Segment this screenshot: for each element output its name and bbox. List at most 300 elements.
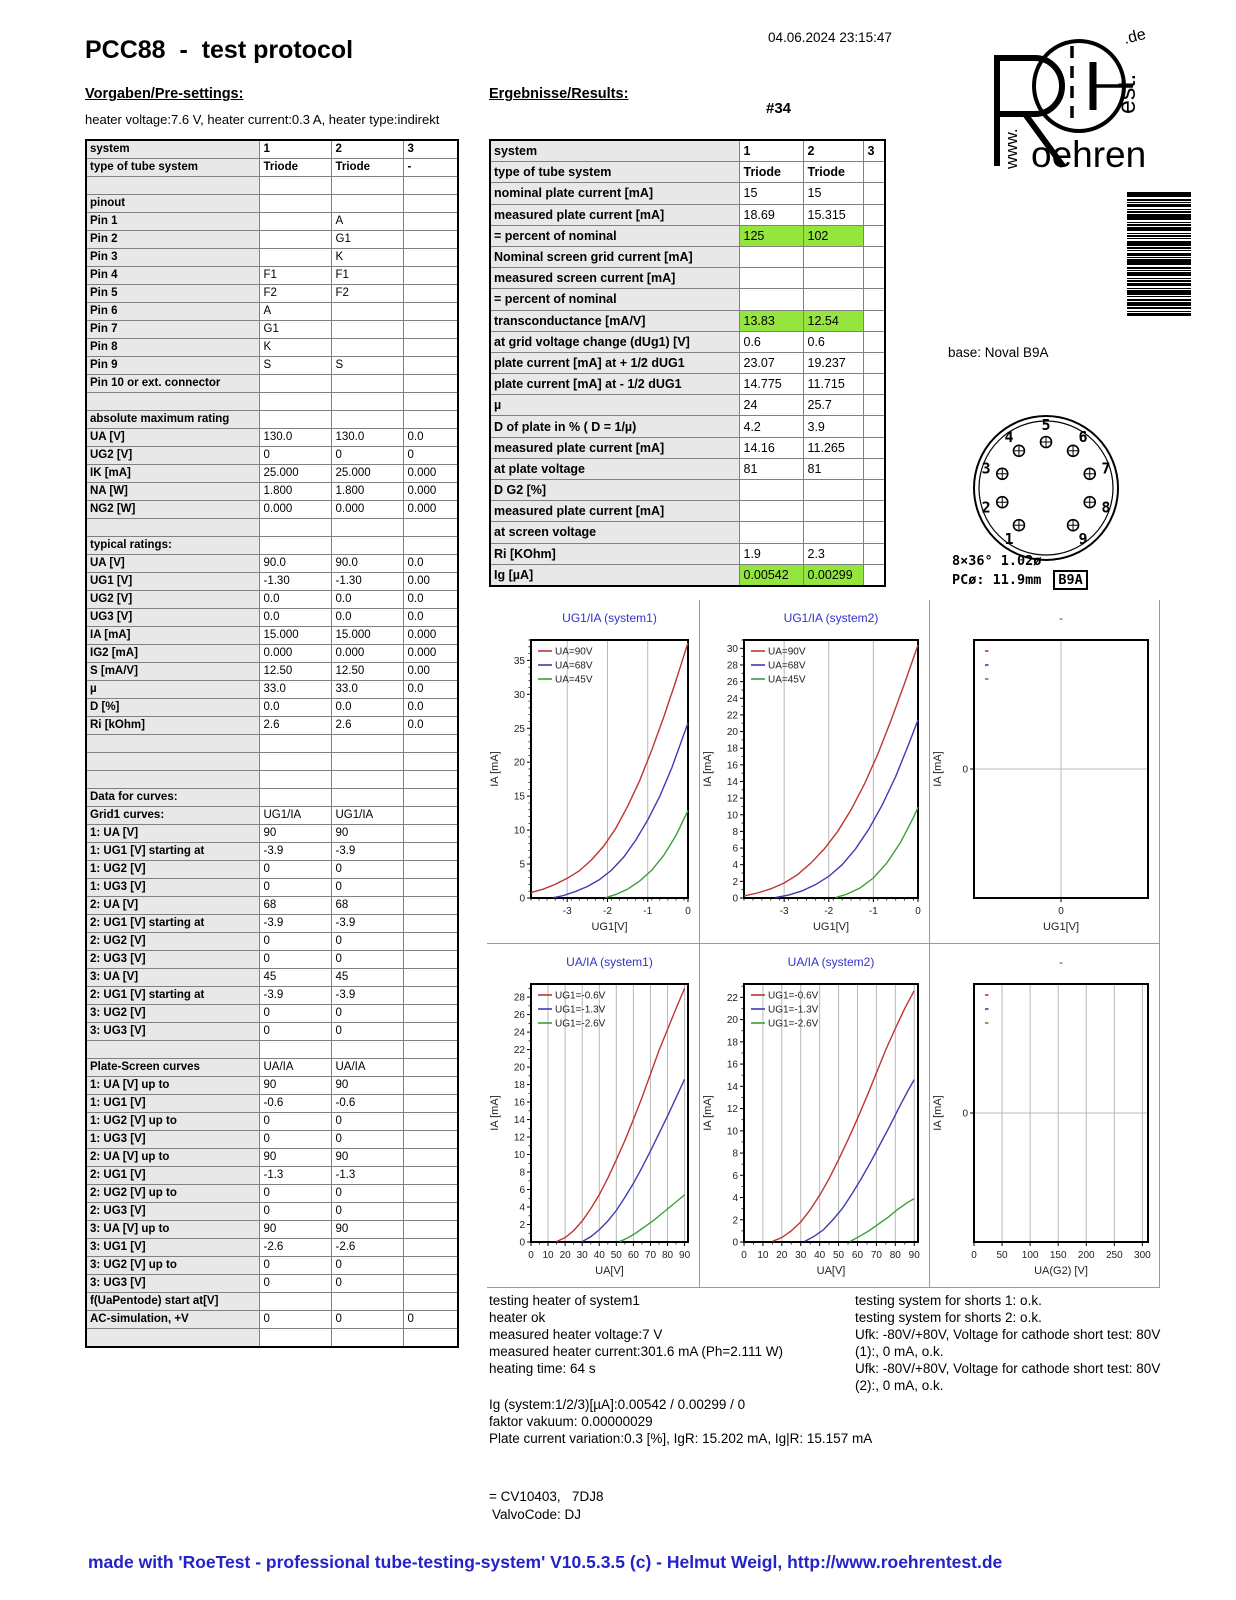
table-row <box>86 735 458 753</box>
cell <box>863 564 885 586</box>
cell: S <box>331 357 403 375</box>
cell: 23.07 <box>739 352 803 373</box>
cell: 102 <box>803 225 863 246</box>
svg-text:UA=90V: UA=90V <box>768 646 806 658</box>
cell: 0.0 <box>403 717 458 735</box>
note-line: heating time: 64 s <box>489 1361 596 1376</box>
svg-text:60: 60 <box>627 1250 639 1261</box>
row-label: Pin 10 or ext. connector <box>86 375 259 393</box>
cell <box>259 393 331 411</box>
svg-text:UA(G2) [V]: UA(G2) [V] <box>1034 1265 1088 1277</box>
roehrentest-logo <box>975 20 1160 172</box>
row-label: nominal plate current [mA] <box>490 183 739 204</box>
row-label: IG2 [mA] <box>86 645 259 663</box>
cell: 0 <box>331 879 403 897</box>
table-row <box>86 1203 458 1221</box>
svg-text:6: 6 <box>1078 428 1088 447</box>
svg-text:10: 10 <box>726 1126 738 1138</box>
cell: 1 <box>739 140 803 162</box>
cell: 0.6 <box>803 331 863 352</box>
valvo-code: ValvoCode: DJ <box>492 1507 582 1522</box>
svg-text:4: 4 <box>732 860 738 872</box>
table-row <box>86 915 458 933</box>
row-label: typical ratings: <box>86 537 259 555</box>
cell <box>259 249 331 267</box>
cell <box>863 183 885 204</box>
svg-text:9: 9 <box>1078 529 1088 548</box>
cell <box>403 321 458 339</box>
cell: 0.000 <box>259 501 331 519</box>
cell: 0 <box>331 1023 403 1041</box>
svg-text:20: 20 <box>559 1250 571 1261</box>
svg-text:90: 90 <box>679 1250 691 1261</box>
row-label: Pin 4 <box>86 267 259 285</box>
table-row <box>490 437 885 458</box>
cell <box>403 915 458 933</box>
cell <box>403 393 458 411</box>
svg-text:100: 100 <box>1021 1250 1039 1261</box>
row-label: measured plate current [mA] <box>490 437 739 458</box>
cell: 0 <box>259 1023 331 1041</box>
chart-panel-4 <box>487 944 700 1288</box>
row-label: 1: UG1 [V] starting at <box>86 843 259 861</box>
row-label: measured plate current [mA] <box>490 501 739 522</box>
table-row <box>86 1005 458 1023</box>
svg-text:22: 22 <box>726 992 738 1004</box>
cell <box>331 339 403 357</box>
cell <box>403 1095 458 1113</box>
cell <box>863 458 885 479</box>
barcode-bar <box>1127 192 1191 197</box>
cell: 90.0 <box>259 555 331 573</box>
cell: 11.265 <box>803 437 863 458</box>
svg-text:UG1=-1.3V: UG1=-1.3V <box>768 1004 819 1016</box>
barcode-bar <box>1127 233 1191 234</box>
cell: G1 <box>259 321 331 339</box>
note-line: (1):, 0 mA, o.k. <box>855 1344 944 1359</box>
svg-text:0: 0 <box>962 1108 968 1120</box>
table-row <box>86 681 458 699</box>
table-row <box>86 1113 458 1131</box>
cell <box>403 537 458 555</box>
logo-www-text: www. <box>1002 128 1021 169</box>
table-row <box>86 573 458 591</box>
cell <box>863 310 885 331</box>
svg-text:30: 30 <box>576 1250 588 1261</box>
table-row <box>86 627 458 645</box>
cell <box>863 225 885 246</box>
cell <box>403 807 458 825</box>
cell <box>403 1131 458 1149</box>
cell <box>259 177 331 195</box>
cell <box>331 177 403 195</box>
svg-text:4: 4 <box>1004 428 1014 447</box>
table-row <box>86 231 458 249</box>
svg-text:UG1[V]: UG1[V] <box>1042 921 1080 933</box>
cell <box>739 268 803 289</box>
cell <box>863 289 885 310</box>
svg-text:70: 70 <box>870 1250 882 1261</box>
svg-text:3: 3 <box>981 459 991 478</box>
note-line: testing system for shorts 1: o.k. <box>855 1293 1042 1308</box>
cell: 2 <box>331 140 403 159</box>
table-row <box>86 537 458 555</box>
row-label: UA [V] <box>86 429 259 447</box>
svg-text:0: 0 <box>519 893 525 905</box>
row-label: IK [mA] <box>86 465 259 483</box>
note-line: testing heater of system1 <box>489 1293 640 1308</box>
row-label: D [%] <box>86 699 259 717</box>
tube-number: #34 <box>766 100 792 117</box>
svg-text:0: 0 <box>685 906 691 917</box>
svg-text:12: 12 <box>726 793 738 805</box>
cell: 0 <box>259 1185 331 1203</box>
row-label: Pin 3 <box>86 249 259 267</box>
cell: 0 <box>259 951 331 969</box>
cell: 90 <box>331 1221 403 1239</box>
table-row <box>490 331 885 352</box>
barcode-bar <box>1127 288 1191 289</box>
svg-text:UA[V]: UA[V] <box>595 1265 624 1277</box>
cell <box>403 969 458 987</box>
row-label: UG3 [V] <box>86 609 259 627</box>
svg-text:0: 0 <box>732 893 738 905</box>
barcode-bar <box>1127 267 1191 269</box>
barcode-bar <box>1127 253 1191 256</box>
cell: 90 <box>331 1077 403 1095</box>
cell: 0 <box>331 1113 403 1131</box>
cell <box>863 501 885 522</box>
svg-text:IA [mA]: IA [mA] <box>489 751 501 787</box>
cell: K <box>331 249 403 267</box>
chart-svg <box>930 944 1160 1288</box>
chart-svg <box>487 600 700 944</box>
table-row <box>86 339 458 357</box>
cell: 15 <box>803 183 863 204</box>
barcode-bar <box>1127 224 1191 226</box>
cell <box>259 519 331 537</box>
cell: 0 <box>259 1131 331 1149</box>
row-label: µ <box>490 395 739 416</box>
table-row <box>86 753 458 771</box>
row-label: IA [mA] <box>86 627 259 645</box>
cell <box>403 339 458 357</box>
svg-text:30: 30 <box>513 689 525 701</box>
cell: 0.0 <box>403 609 458 627</box>
cell <box>403 753 458 771</box>
cell: 0.0 <box>331 699 403 717</box>
cell <box>403 789 458 807</box>
row-label: = percent of nominal <box>490 225 739 246</box>
svg-text:6: 6 <box>519 1185 525 1197</box>
row-label: 2: UA [V] up to <box>86 1149 259 1167</box>
cell: -3.9 <box>259 987 331 1005</box>
cell <box>403 1113 458 1131</box>
table-row <box>86 897 458 915</box>
heater-presets: heater voltage:7.6 V, heater current:0.3 A, heater type:indirekt <box>85 112 440 127</box>
svg-text:10: 10 <box>542 1250 554 1261</box>
cell <box>739 522 803 543</box>
cell <box>863 331 885 352</box>
svg-text:22: 22 <box>726 710 738 722</box>
cell <box>863 437 885 458</box>
table-row <box>86 987 458 1005</box>
svg-text:UA/IA (system2): UA/IA (system2) <box>787 955 875 969</box>
cell <box>331 519 403 537</box>
row-label: type of tube system <box>490 162 739 183</box>
barcode-bar <box>1127 214 1191 220</box>
cell <box>259 789 331 807</box>
svg-text:20: 20 <box>726 727 738 739</box>
results-table <box>489 139 886 587</box>
table-row <box>86 1239 458 1257</box>
barcode-bar <box>1127 302 1191 306</box>
cell <box>259 537 331 555</box>
table-row <box>86 375 458 393</box>
row-label <box>86 519 259 537</box>
cell <box>331 753 403 771</box>
barcode-bar <box>1127 204 1191 207</box>
cell: 2 <box>803 140 863 162</box>
svg-text:10: 10 <box>513 1150 525 1162</box>
barcode-bar <box>1127 202 1191 203</box>
svg-text:2: 2 <box>519 1220 525 1232</box>
table-row <box>86 951 458 969</box>
svg-text:50: 50 <box>996 1250 1008 1261</box>
barcode-bar <box>1127 235 1191 237</box>
barcode-bar <box>1127 270 1191 271</box>
table-row <box>490 268 885 289</box>
table-row <box>86 717 458 735</box>
table-row <box>86 357 458 375</box>
svg-text:22: 22 <box>513 1045 525 1057</box>
cell: 18.69 <box>739 204 803 225</box>
row-label: f(UaPentode) start at[V] <box>86 1293 259 1311</box>
svg-text:15: 15 <box>513 791 525 803</box>
svg-text:80: 80 <box>661 1250 674 1261</box>
cell: 0 <box>331 1257 403 1275</box>
cell <box>803 501 863 522</box>
barcode-bar <box>1127 247 1191 249</box>
svg-text:6: 6 <box>732 1170 738 1182</box>
cell <box>403 861 458 879</box>
row-label: at plate voltage <box>490 458 739 479</box>
table-row <box>490 501 885 522</box>
row-label: UA [V] <box>86 555 259 573</box>
row-label <box>86 177 259 195</box>
cell: 33.0 <box>331 681 403 699</box>
cell: 0 <box>259 1005 331 1023</box>
svg-text:30: 30 <box>795 1250 807 1261</box>
svg-text:-1: -1 <box>643 906 653 917</box>
table-row <box>86 1131 458 1149</box>
svg-text:20: 20 <box>513 1062 525 1074</box>
cell <box>403 1257 458 1275</box>
row-label: Pin 9 <box>86 357 259 375</box>
cell <box>403 735 458 753</box>
table-row <box>490 458 885 479</box>
cell: -1.3 <box>259 1167 331 1185</box>
note-line: Plate current variation:0.3 [%], IgR: 15.202 mA, Ig|R: 15.157 mA <box>489 1431 873 1446</box>
cell: -2.6 <box>331 1239 403 1257</box>
svg-text:0: 0 <box>528 1250 534 1261</box>
svg-text:8: 8 <box>519 1167 525 1179</box>
cell <box>403 1329 458 1348</box>
table-row <box>86 1095 458 1113</box>
cell <box>403 897 458 915</box>
svg-text:-3: -3 <box>779 906 789 917</box>
cell <box>259 375 331 393</box>
cell <box>259 735 331 753</box>
cell: F1 <box>331 267 403 285</box>
svg-text:14: 14 <box>726 1081 738 1093</box>
row-label: Pin 7 <box>86 321 259 339</box>
cell: 90 <box>259 1221 331 1239</box>
cell <box>331 411 403 429</box>
cell <box>403 1221 458 1239</box>
svg-text:70: 70 <box>644 1250 657 1261</box>
cell <box>863 395 885 416</box>
cell <box>403 267 458 285</box>
svg-text:-2: -2 <box>824 906 834 917</box>
cell: 0.0 <box>259 609 331 627</box>
cell: 25.000 <box>259 465 331 483</box>
cell: 11.715 <box>803 374 863 395</box>
svg-text:UG1=-1.3V: UG1=-1.3V <box>555 1004 606 1016</box>
table-row <box>86 213 458 231</box>
cell <box>403 1041 458 1059</box>
table-row <box>86 501 458 519</box>
table-row <box>86 969 458 987</box>
cell: 0 <box>331 447 403 465</box>
cell: UA/IA <box>259 1059 331 1077</box>
table-row <box>490 140 885 162</box>
cell <box>803 268 863 289</box>
table-row <box>86 303 458 321</box>
svg-text:-2: -2 <box>603 906 612 917</box>
row-label: Ig [µA] <box>490 564 739 586</box>
cell <box>403 411 458 429</box>
svg-text:35: 35 <box>513 655 525 667</box>
cell: 0.0 <box>403 681 458 699</box>
svg-text:1: 1 <box>1004 529 1014 548</box>
svg-text:80: 80 <box>889 1250 901 1261</box>
row-label <box>86 771 259 789</box>
cell: Triode <box>803 162 863 183</box>
barcode-bar <box>1127 222 1191 223</box>
row-label: Pin 5 <box>86 285 259 303</box>
cell <box>863 204 885 225</box>
svg-text:0: 0 <box>915 906 921 917</box>
table-row <box>86 861 458 879</box>
cell: 0 <box>331 1005 403 1023</box>
cell: 81 <box>803 458 863 479</box>
svg-text:IA [mA]: IA [mA] <box>489 1095 501 1131</box>
svg-text:0: 0 <box>732 1237 738 1249</box>
cell <box>331 1293 403 1311</box>
table-row <box>86 195 458 213</box>
row-label: 1: UA [V] <box>86 825 259 843</box>
table-row <box>86 1077 458 1095</box>
cell <box>403 843 458 861</box>
cell <box>403 933 458 951</box>
cell: 0.0 <box>331 609 403 627</box>
row-label: transconductance [mA/V] <box>490 310 739 331</box>
chart-svg <box>487 944 700 1288</box>
note-line: measured heater current:301.6 mA (Ph=2.111 W) <box>489 1344 784 1359</box>
row-label: 1: UG3 [V] <box>86 1131 259 1149</box>
cell <box>403 1149 458 1167</box>
row-label: Ri [kOhm] <box>86 717 259 735</box>
table-row <box>86 321 458 339</box>
cell: 0.000 <box>403 501 458 519</box>
table-row <box>86 825 458 843</box>
cell: 33.0 <box>259 681 331 699</box>
cell: F1 <box>259 267 331 285</box>
svg-text:7: 7 <box>1101 459 1111 478</box>
chart-panel-2 <box>700 600 930 944</box>
table-row <box>490 310 885 331</box>
cell <box>739 480 803 501</box>
barcode-bar <box>1127 290 1191 295</box>
table-row <box>86 465 458 483</box>
cell <box>863 416 885 437</box>
cell: 15.000 <box>331 627 403 645</box>
svg-text:UG1=-2.6V: UG1=-2.6V <box>555 1018 606 1030</box>
cell: 0.00299 <box>803 564 863 586</box>
cell <box>331 303 403 321</box>
cell: 0 <box>331 1275 403 1293</box>
cell <box>739 246 803 267</box>
cell: 3 <box>403 140 458 159</box>
row-label: 1: UG3 [V] <box>86 879 259 897</box>
svg-text:300: 300 <box>1134 1250 1151 1261</box>
row-label: UG2 [V] <box>86 591 259 609</box>
table-row <box>490 395 885 416</box>
cell: -3.9 <box>259 843 331 861</box>
row-label: Ri [KOhm] <box>490 543 739 564</box>
cell: 90 <box>259 1077 331 1095</box>
row-label: Pin 8 <box>86 339 259 357</box>
barcode-bar <box>1127 259 1191 265</box>
table-row <box>86 1185 458 1203</box>
cell: 0 <box>331 933 403 951</box>
svg-text:2: 2 <box>732 1215 738 1227</box>
table-row <box>86 699 458 717</box>
svg-text:30: 30 <box>726 643 738 655</box>
table-row <box>86 1041 458 1059</box>
cell <box>259 771 331 789</box>
cell: 0 <box>259 1203 331 1221</box>
cell: 0.0 <box>403 699 458 717</box>
cell <box>739 289 803 310</box>
chart-panel-5 <box>700 944 930 1288</box>
svg-text:IA [mA]: IA [mA] <box>702 1095 714 1131</box>
cell: 12.50 <box>331 663 403 681</box>
cell <box>403 879 458 897</box>
cell: - <box>403 159 458 177</box>
table-row <box>86 609 458 627</box>
barcode-bar <box>1127 296 1191 297</box>
cell: 90 <box>259 825 331 843</box>
logo-de-text: .de <box>1121 26 1148 48</box>
cell <box>331 537 403 555</box>
cell: 1.800 <box>259 483 331 501</box>
row-label: UG2 [V] <box>86 447 259 465</box>
row-label: at grid voltage change (dUg1) [V] <box>490 331 739 352</box>
cell: 0.0 <box>403 591 458 609</box>
charts-grid <box>487 600 1160 1288</box>
